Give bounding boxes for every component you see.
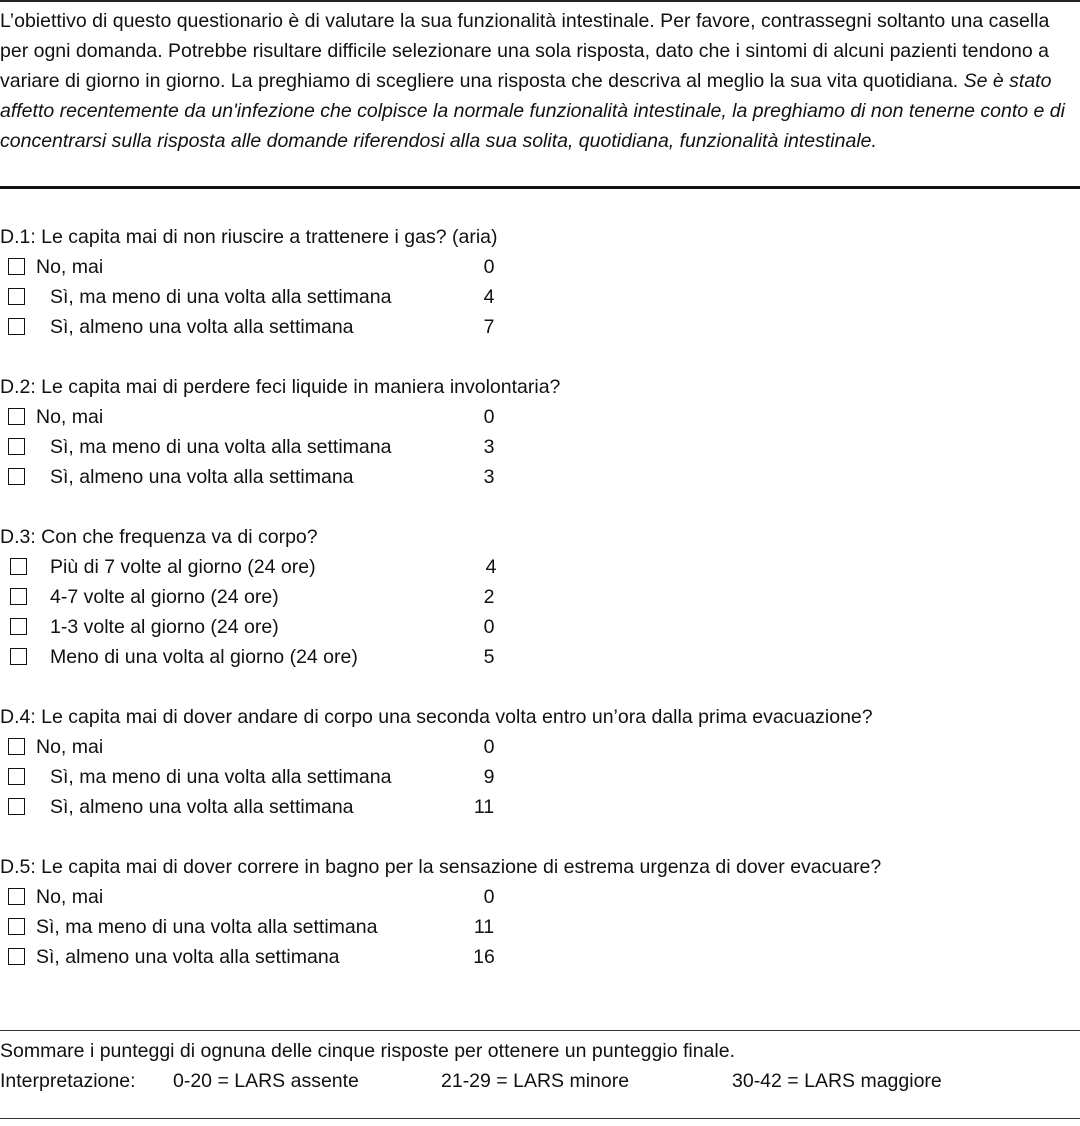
option-score: 3	[483, 466, 495, 488]
answer-option[interactable]	[0, 792, 1080, 822]
answer-option[interactable]	[0, 882, 1080, 912]
option-label: No, mai	[36, 406, 104, 428]
checkbox[interactable]	[8, 948, 25, 965]
answer-option[interactable]	[0, 462, 1080, 492]
answer-option[interactable]	[0, 912, 1080, 942]
option-score: 0	[483, 616, 495, 638]
option-label: Sì, ma meno di una volta alla settimana	[50, 286, 392, 308]
question-text: D.3: Con che frequenza va di corpo?	[0, 526, 318, 548]
intro-italic-text: Se è stato affetto recentemente da un'infezione che colpisce la normale funzionalità intestinale, la preghiamo di non tenerne conto e di concentrarsi sulla risposta alle domande riferendosi alla sua solita, quotidiana, funzionalità intestinale.	[0, 70, 1065, 152]
option-label: 4-7 volte al giorno (24 ore)	[50, 586, 279, 608]
checkbox[interactable]	[8, 408, 25, 425]
option-score: 4	[485, 556, 497, 578]
option-label: Sì, ma meno di una volta alla settimana	[50, 436, 392, 458]
intro-paragraph	[0, 6, 1072, 156]
question-3	[0, 522, 1080, 672]
top-rule	[0, 0, 1080, 2]
option-score: 4	[483, 286, 495, 308]
interpretation-range-1: 0-20 = LARS assente	[173, 1070, 359, 1092]
option-label: Più di 7 volte al giorno (24 ore)	[50, 556, 316, 578]
option-score: 11	[473, 796, 495, 818]
option-score: 11	[473, 916, 495, 938]
answer-option[interactable]	[0, 402, 1080, 432]
answer-option[interactable]	[0, 282, 1080, 312]
answer-option[interactable]	[0, 612, 1080, 642]
option-score: 0	[483, 406, 495, 428]
interpretation-range-3: 30-42 = LARS maggiore	[732, 1070, 942, 1092]
checkbox[interactable]	[10, 648, 27, 665]
checkbox[interactable]	[8, 258, 25, 275]
answer-option[interactable]	[0, 942, 1080, 972]
option-label: Sì, almeno una volta alla settimana	[50, 466, 354, 488]
question-text: D.4: Le capita mai di dover andare di corpo una seconda volta entro un’ora dalla prima evacuazione?	[0, 706, 873, 728]
option-label: No, mai	[36, 886, 104, 908]
checkbox[interactable]	[10, 588, 27, 605]
option-label: No, mai	[36, 256, 104, 278]
option-score: 0	[483, 736, 495, 758]
option-label: Sì, almeno una volta alla settimana	[50, 796, 354, 818]
checkbox[interactable]	[8, 768, 25, 785]
option-score: 7	[483, 316, 495, 338]
question-text: D.2: Le capita mai di perdere feci liquide in maniera involontaria?	[0, 376, 561, 398]
option-score: 2	[483, 586, 495, 608]
checkbox[interactable]	[8, 888, 25, 905]
question-1	[0, 222, 1080, 342]
question-2	[0, 372, 1080, 492]
question-text: D.5: Le capita mai di dover correre in bagno per la sensazione di estrema urgenza di dover evacuare?	[0, 856, 882, 878]
answer-option[interactable]	[0, 312, 1080, 342]
option-score: 16	[473, 946, 495, 968]
footer-divider	[0, 1030, 1080, 1031]
option-score: 5	[483, 646, 495, 668]
answer-option[interactable]	[0, 762, 1080, 792]
question-text: D.1: Le capita mai di non riuscire a trattenere i gas? (aria)	[0, 226, 498, 248]
option-label: Sì, ma meno di una volta alla settimana	[36, 916, 378, 938]
checkbox[interactable]	[8, 468, 25, 485]
interpretation-label: Interpretazione:	[0, 1070, 136, 1092]
answer-option[interactable]	[0, 642, 1080, 672]
option-label: No, mai	[36, 736, 104, 758]
interpretation-range-2: 21-29 = LARS minore	[441, 1070, 630, 1092]
option-score: 0	[483, 886, 495, 908]
bottom-rule	[0, 1118, 1080, 1119]
checkbox[interactable]	[8, 918, 25, 935]
option-label: Sì, almeno una volta alla settimana	[36, 946, 340, 968]
checkbox[interactable]	[8, 438, 25, 455]
answer-option[interactable]	[0, 582, 1080, 612]
checkbox[interactable]	[8, 288, 25, 305]
checkbox[interactable]	[8, 318, 25, 335]
sum-instruction: Sommare i punteggi di ognuna delle cinque risposte per ottenere un punteggio finale.	[0, 1040, 736, 1062]
option-label: Sì, almeno una volta alla settimana	[50, 316, 354, 338]
option-score: 9	[483, 766, 495, 788]
checkbox[interactable]	[10, 618, 27, 635]
section-divider	[0, 186, 1080, 189]
option-label: Meno di una volta al giorno (24 ore)	[50, 646, 358, 668]
option-score: 3	[483, 436, 495, 458]
question-5	[0, 852, 1080, 972]
intro-text: L’obiettivo di questo questionario è di valutare la sua funzionalità intestinale. Per favore, contrassegni soltanto una casella per ogni domanda. Potrebbe risultare difficile selezionare una sola risposta, dato che i sintomi di alcuni pazienti tendono a variare di giorno in giorno. La preghiamo di scegliere una risposta che descriva al meglio la sua vita quotidiana.	[0, 10, 1050, 92]
option-label: Sì, ma meno di una volta alla settimana	[50, 766, 392, 788]
checkbox[interactable]	[8, 798, 25, 815]
checkbox[interactable]	[10, 558, 27, 575]
option-label: 1-3 volte al giorno (24 ore)	[50, 616, 279, 638]
answer-option[interactable]	[0, 552, 1080, 582]
answer-option[interactable]	[0, 432, 1080, 462]
option-score: 0	[483, 256, 495, 278]
question-4	[0, 702, 1080, 822]
answer-option[interactable]	[0, 732, 1080, 762]
checkbox[interactable]	[8, 738, 25, 755]
answer-option[interactable]	[0, 252, 1080, 282]
